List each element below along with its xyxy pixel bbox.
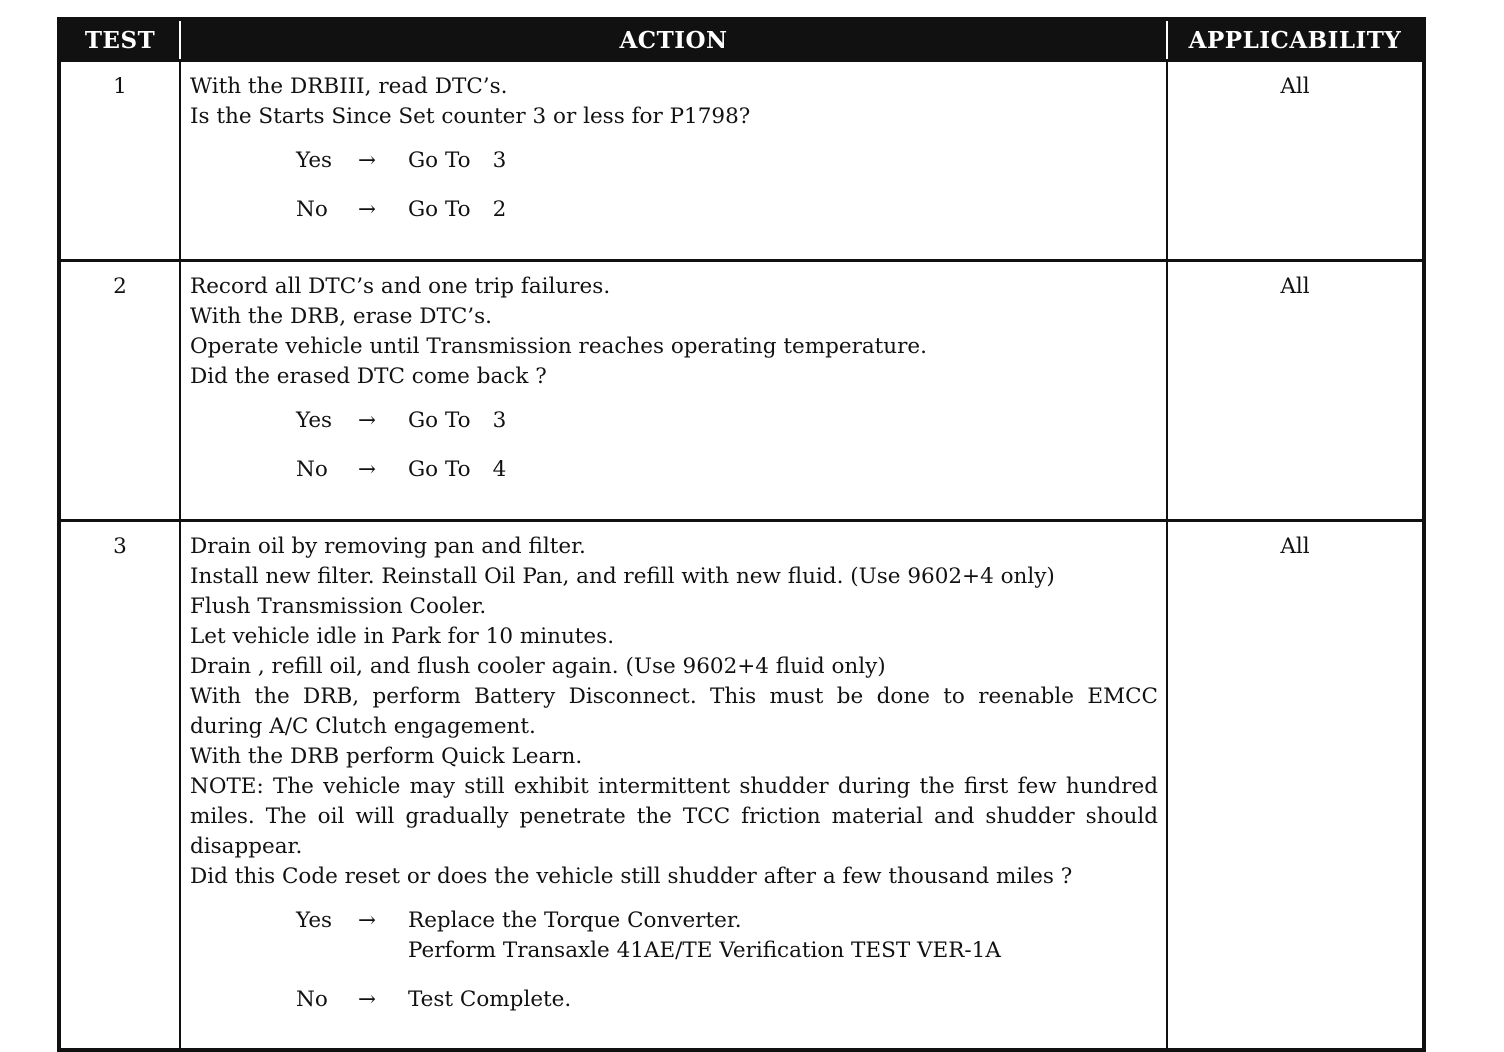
header-test: TEST [59,19,180,61]
applicability-value: All [1167,261,1424,521]
answer-label: No [296,987,328,1012]
destination-line: Replace the Torque Converter. [408,908,742,933]
goto-label: Go To [408,408,471,433]
action-cell [180,521,1167,1051]
goto-label: Go To [408,148,471,173]
action-line: With the DRB perform Quick Learn. [190,744,583,769]
action-line: Install new filter. Reinstall Oil Pan, and refill with new fluid. (Use 9602+4 only) [190,564,1055,589]
choices [190,406,1158,485]
action-line: Drain oil by removing pan and filter. [190,534,586,559]
answer-label: No [296,457,328,482]
goto-label: Go To [408,457,471,482]
header-action: ACTION [180,19,1167,61]
action-line: Did the erased DTC come back ? [190,364,547,389]
choice-yes [296,906,1158,966]
test-number: 3 [59,521,180,1051]
goto-number: 3 [492,408,507,433]
arrow-icon: → [358,148,377,173]
applicability-value: All [1167,521,1424,1051]
action-line: Is the Starts Since Set counter 3 or less for P1798? [190,104,751,129]
arrow-icon: → [358,987,377,1012]
action-line: Record all DTC’s and one trip failures. [190,274,611,299]
answer-label: No [296,197,328,222]
answer-label: Yes [296,408,333,433]
destination-line: Test Complete. [408,987,572,1012]
table-header-row [59,19,1424,61]
action-line: Operate vehicle until Transmission reaches operating temperature. [190,334,927,359]
choice-yes [296,146,1158,176]
action-line: Did this Code reset or does the vehicle still shudder after a few thousand miles ? [190,864,1073,889]
action-cell [180,61,1167,261]
choice-no [296,455,1158,485]
table-row-test-2 [59,261,1424,521]
goto-number: 3 [492,148,507,173]
action-cell [180,261,1167,521]
arrow-icon: → [358,457,377,482]
diagnostic-test-table-container [57,17,1422,1052]
goto-label: Go To [408,197,471,222]
test-number: 1 [59,61,180,261]
arrow-icon: → [358,197,377,222]
note-text: NOTE: The vehicle may still exhibit intermittent shudder during the first few hundred miles. The oil will gradually penetrate the TCC friction material and shudder should disappear. [190,774,1158,859]
goto-destination [408,146,506,176]
answer-label: Yes [296,148,333,173]
destination-line: Perform Transaxle 41AE/TE Verification TEST VER-1A [408,938,1001,963]
choice-destination [408,906,1001,966]
table-row-test-1 [59,61,1424,261]
action-line: Drain , refill oil, and flush cooler again. (Use 9602+4 fluid only) [190,654,886,679]
goto-number: 4 [492,457,507,482]
choices [190,906,1158,1015]
choice-yes [296,406,1158,436]
choice-destination [408,985,571,1015]
action-line: With the DRBIII, read DTC’s. [190,74,508,99]
arrow-icon: → [358,908,377,933]
choices [190,146,1158,225]
goto-destination [408,406,506,436]
action-line: With the DRB, erase DTC’s. [190,304,492,329]
header-applicability: APPLICABILITY [1167,19,1424,61]
goto-number: 2 [492,197,507,222]
table-row-test-3 [59,521,1424,1051]
action-line: With the DRB, perform Battery Disconnect. This must be done to reenable EMCC during A/C Clutch engagement. [190,684,1158,739]
choice-no [296,985,1158,1015]
action-line: Let vehicle idle in Park for 10 minutes. [190,624,615,649]
arrow-icon: → [358,408,377,433]
choice-no [296,195,1158,225]
applicability-value: All [1167,61,1424,261]
action-line: Flush Transmission Cooler. [190,594,487,619]
diagnostic-test-table [57,17,1426,1052]
goto-destination [408,455,506,485]
test-number: 2 [59,261,180,521]
answer-label: Yes [296,908,333,933]
goto-destination [408,195,506,225]
